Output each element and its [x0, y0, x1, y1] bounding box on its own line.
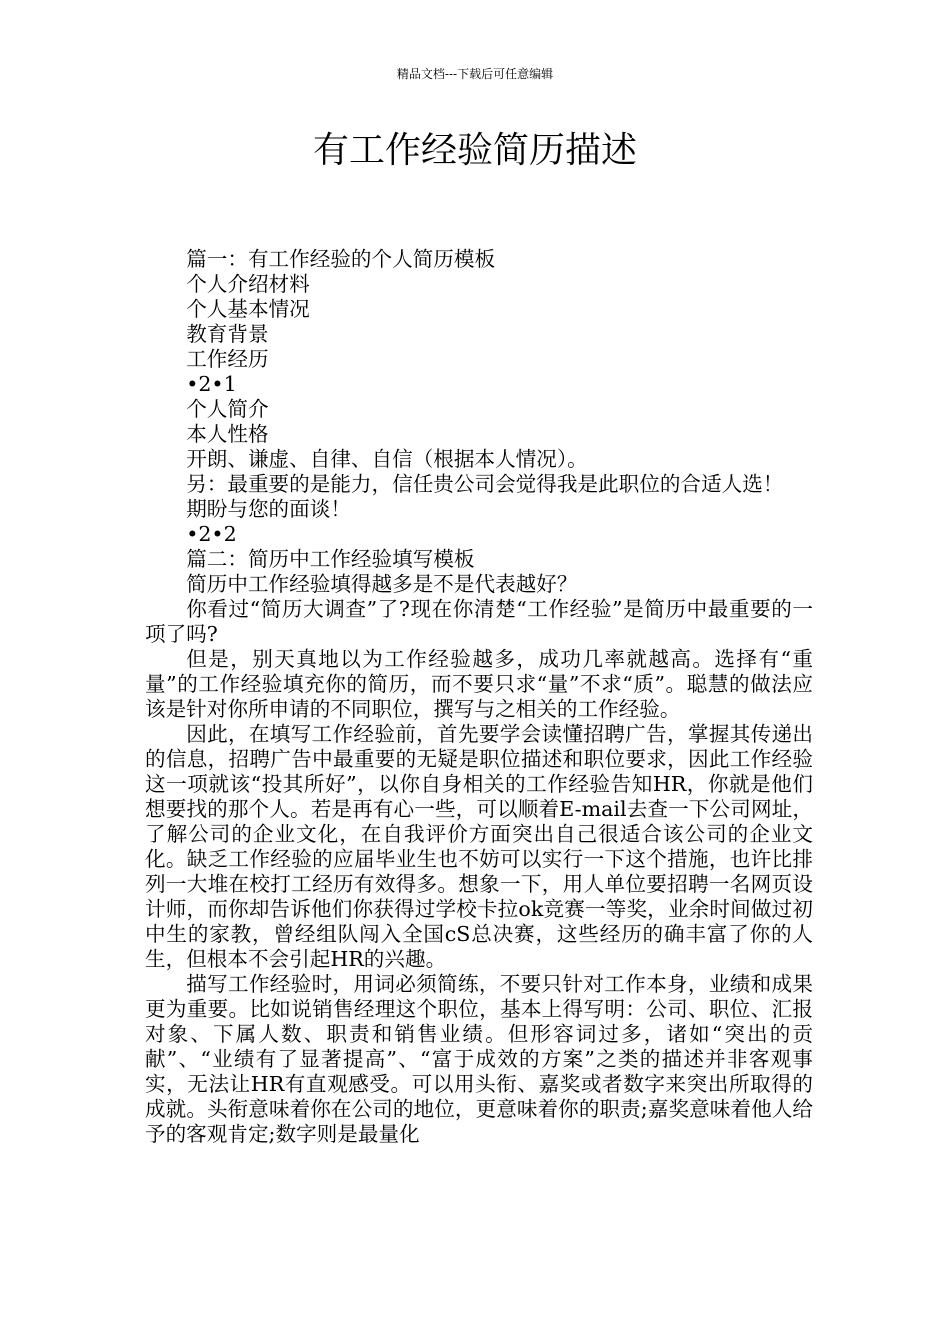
paragraph: 简历中工作经验填得越多是不是代表越好？ [186, 572, 578, 596]
paragraph: •2•1 [186, 372, 237, 396]
paragraph: 篇二：简历中工作经验填写模板 [186, 547, 475, 571]
paragraph: 个人简介 [186, 397, 269, 421]
header-note: 精品文档---下载后可任意编辑 [396, 67, 554, 81]
paragraph: 开朗、谦虚、自律、自信（根据本人情况）。 [186, 447, 588, 471]
paragraph: 工作经历 [186, 347, 269, 371]
paragraph: 因此，在填写工作经验前，首先要学会读懂招聘广告，掌握其传递出的信息，招聘广告中最重要的无疑是职位描述和职位要求，因此工作经验这一项就该“投其所好”，以你自身相关的工作经验告知HR，你就是他们想要找的那个人。若是再有心一些，可以顺着E-mail去查一下公司网址，了解公司的企业文化，在自我评价方面突出自己很适合该公司的企业文化。缺乏工作经验的应届毕业生也不妨可以实行一下这个措施，也许比排列一大堆在校打工经历有效得多。想象一下，用人单位要招聘一名网页设计师，而你却告诉他们你获得过学校卡拉ok竞赛一等奖，业余时间做过初中生的家教，曾经组队闯入全国cS总决赛，这些经历的确丰富了你的人生，但根本不会引起HR的兴趣。 [145, 722, 813, 971]
paragraph: 篇一：有工作经验的个人简历模板 [186, 247, 496, 271]
paragraph: •2•2 [186, 522, 237, 546]
paragraph: 教育背景 [186, 322, 269, 346]
document-body [145, 247, 813, 1147]
paragraph: 个人介绍材料 [186, 272, 310, 296]
paragraph: 个人基本情况 [186, 297, 310, 321]
paragraph: 期盼与您的面谈！ [186, 497, 351, 521]
paragraph: 你看过“简历大调查”了?现在你清楚“工作经验”是简历中最重要的一项了吗? [145, 597, 813, 646]
paragraph: 另：最重要的是能力，信任贵公司会觉得我是此职位的合适人选！ [186, 472, 784, 496]
document-title: 有工作经验简历描述 [312, 130, 637, 171]
paragraph: 本人性格 [186, 422, 269, 446]
paragraph: 但是，别天真地以为工作经验越多，成功几率就越高。选择有“重量”的工作经验填充你的简历，而不要只求“量”不求“质”。聪慧的做法应该是针对你所申请的不同职位，撰写与之相关的工作经验。 [145, 647, 813, 721]
paragraph: 描写工作经验时，用词必须简练，不要只针对工作本身，业绩和成果更为重要。比如说销售经理这个职位，基本上得写明：公司、职位、汇报对象、下属人数、职责和销售业绩。但形容词过多，诸如“突出的贡献”、“业绩有了显著提高”、“富于成效的方案”之类的描述并非客观事实，无法让HR有直观感受。可以用头衔、嘉奖或者数字来突出所取得的成就。头衔意味着你在公司的地位，更意味着你的职责;嘉奖意味着他人给予的客观肯定;数字则是最量化 [145, 972, 813, 1146]
